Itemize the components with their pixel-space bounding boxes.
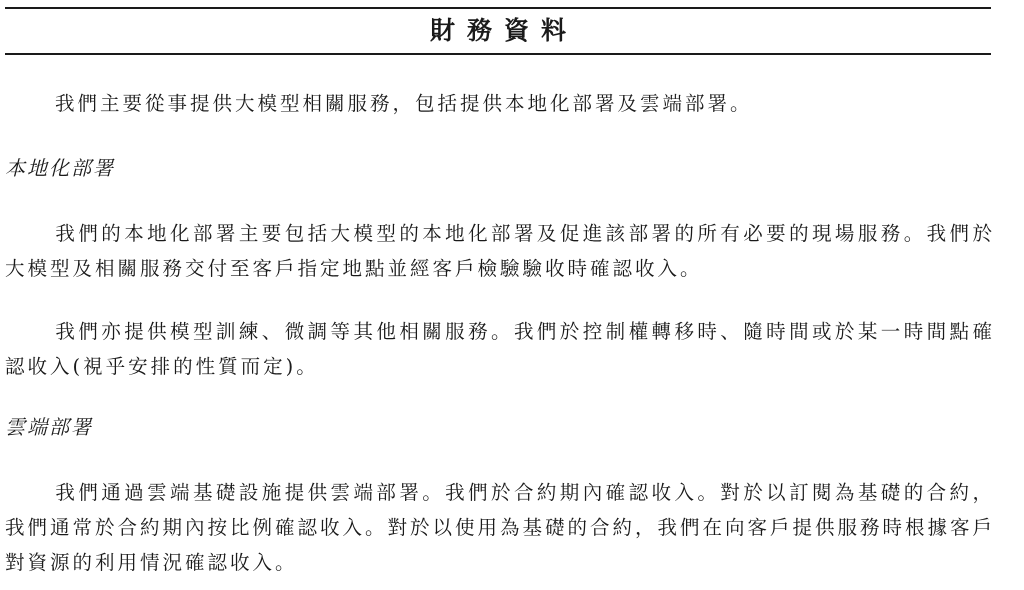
section-heading-cloud-deployment: 雲端部署 [5, 415, 93, 439]
intro-text: 我們主要從事提供大模型相關服務，包括提供本地化部署及雲端部署。 [55, 92, 753, 115]
section-heading-local-deployment: 本地化部署 [5, 156, 115, 180]
local-deployment-paragraph-2 [5, 314, 995, 384]
intro-paragraph [5, 86, 995, 121]
paragraph-text: 我們通過雲端基礎設施提供雲端部署。我們於合約期內確認收入。對於以訂閱為基礎的合約，我們通常於合約期內按比例確認收入。對於以使用為基礎的合約，我們在向客戶提供服務時根據客戶對資源的利用情況確認收入。 [5, 481, 996, 574]
page-title: 財務資料 [429, 16, 578, 45]
paragraph-text: 我們的本地化部署主要包括大模型的本地化部署及促進該部署的所有必要的現場服務。我們於大模型及相關服務交付至客戶指定地點並經客戶檢驗驗收時確認收入。 [5, 222, 995, 280]
paragraph-text: 我們亦提供模型訓練、微調等其他相關服務。我們於控制權轉移時、隨時間或於某一時間點確認收入(視乎安排的性質而定)。 [5, 320, 995, 378]
title-bottom-rule [5, 53, 991, 55]
cloud-deployment-paragraph [5, 475, 995, 580]
local-deployment-paragraph-1 [5, 216, 995, 286]
